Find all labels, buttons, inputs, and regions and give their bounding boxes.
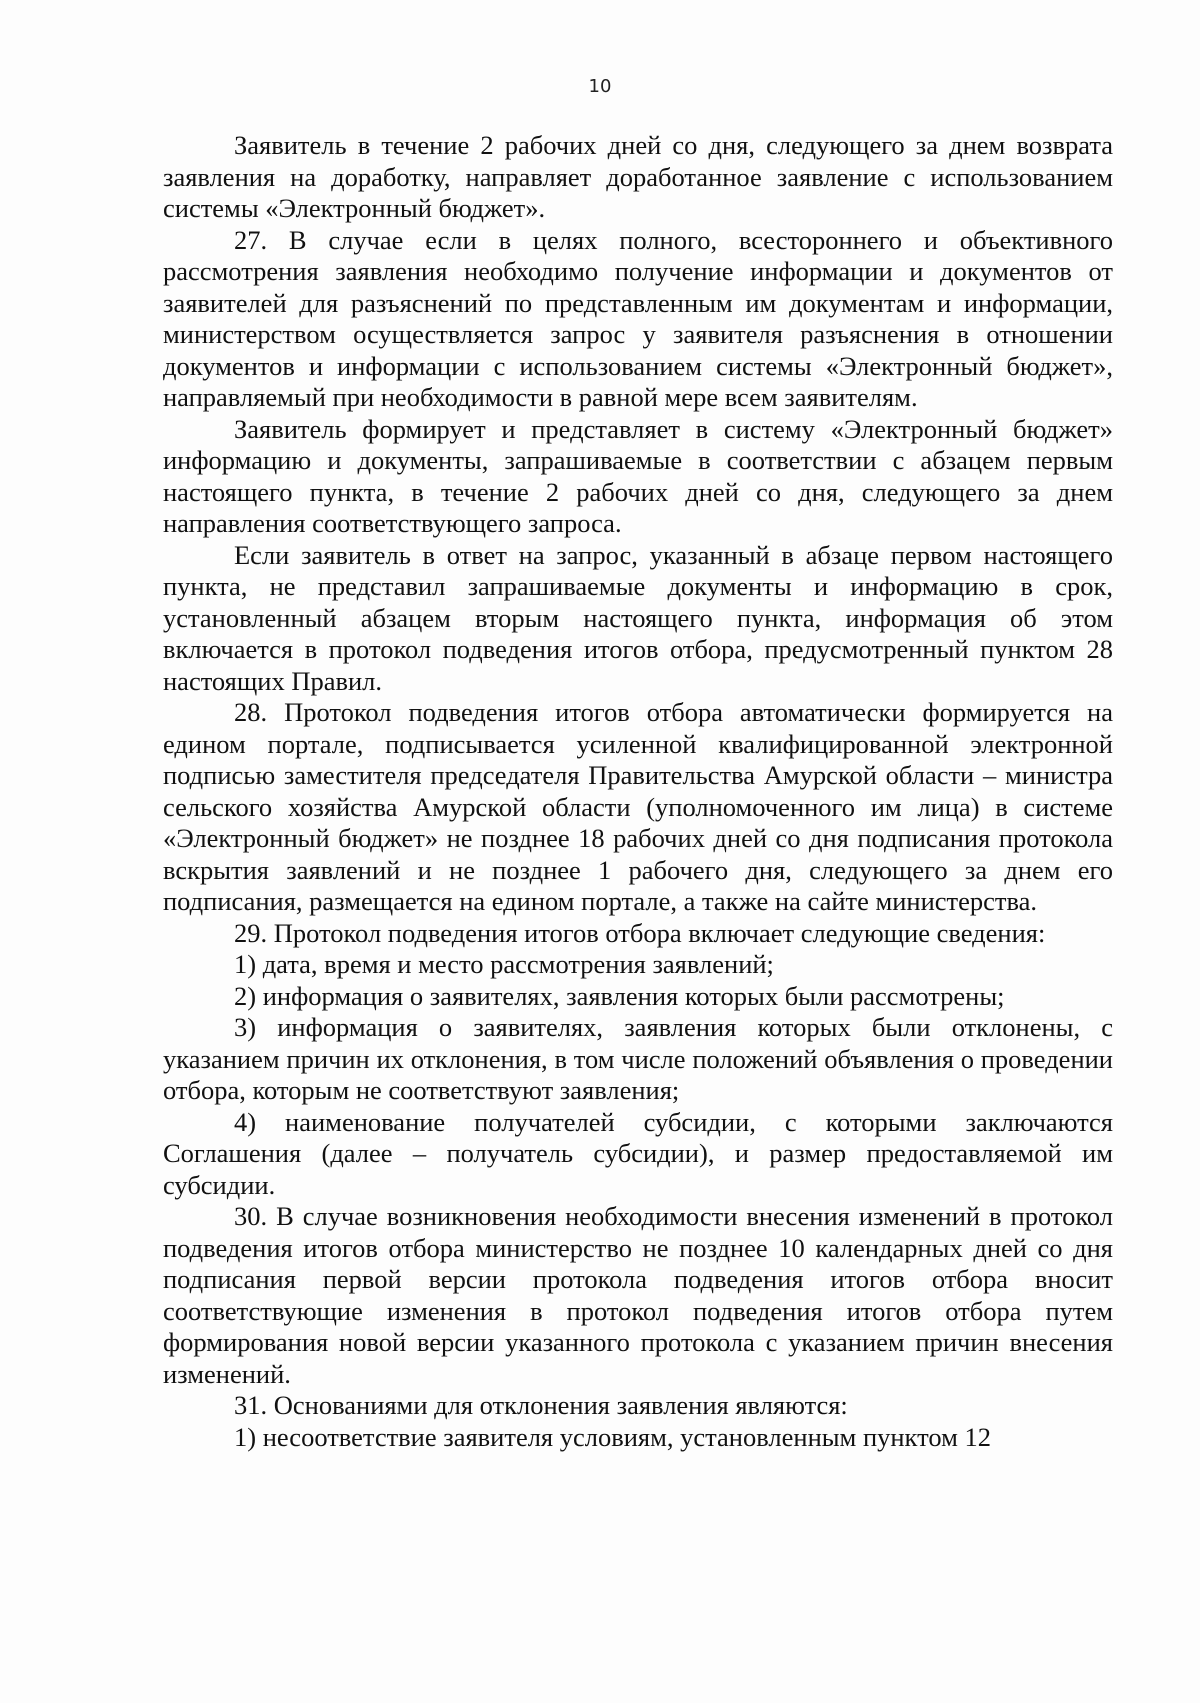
paragraph: 28. Протокол подведения итогов отбора автоматически формируется на едином портале, подписывается усиленной квалифицированной электронной подписью заместителя председателя Правительства Амурской области – министра сельского хозяйства Амурской области (уполномоченного им лица) в системе «Электронный бюджет» не позднее 18 рабочих дней со дня подписания протокола вскрытия заявлений и не позднее 1 рабочего дня, следующего за днем его подписания, размещается на едином портале, а также на сайте министерства. bbox=[163, 697, 1113, 916]
paragraph: 4) наименование получателей субсидии, с которыми заключаются Соглашения (далее – получатель субсидии), и размер предоставляемой им субсидии. bbox=[163, 1106, 1113, 1200]
paragraph: 2) информация о заявителях, заявления которых были рассмотрены; bbox=[234, 980, 1005, 1011]
paragraph: 1) дата, время и место рассмотрения заявлений; bbox=[234, 949, 774, 979]
page-number: 10 bbox=[588, 76, 612, 97]
paragraph: 29. Протокол подведения итогов отбора включает следующие сведения: bbox=[234, 917, 1046, 948]
paragraph: 1) несоответствие заявителя условиям, установленным пунктом 12 bbox=[234, 1421, 991, 1452]
document-body bbox=[163, 130, 1113, 1453]
paragraph: 27. В случае если в целях полного, всестороннего и объективного рассмотрения заявления необходимо получение информации и документов от заявителей для разъяснений по представленным им документам и информации, министерством осуществляется запрос у заявителя разъяснения в отношении документов и информации с использованием системы «Электронный бюджет», направляемый при необходимости в равной мере всем заявителям. bbox=[163, 224, 1113, 412]
paragraph: 31. Основаниями для отклонения заявления являются: bbox=[234, 1390, 848, 1420]
paragraph: 3) информация о заявителях, заявления которых были отклонены, с указанием причин их отклонения, в том числе положений объявления о проведении отбора, которым не соответствуют заявления; bbox=[163, 1012, 1113, 1105]
paragraph: Если заявитель в ответ на запрос, указанный в абзаце первом настоящего пункта, не представил запрашиваемые документы и информацию в срок, установленный абзацем вторым настоящего пункта, информация об этом включается в протокол подведения итогов отбора, предусмотренный пунктом 28 настоящих Правил. bbox=[163, 539, 1113, 696]
paragraph: Заявитель формирует и представляет в систему «Электронный бюджет» информацию и документы, запрашиваемые в соответствии с абзацем первым настоящего пункта, в течение 2 рабочих дней со дня, следующего за днем направления соответствующего запроса. bbox=[163, 413, 1113, 538]
paragraph: 30. В случае возникновения необходимости внесения изменений в протокол подведения итогов отбора министерство не позднее 10 календарных дней со дня подписания первой версии протокола подведения итогов отбора вносит соответствующие изменения в протокол подведения итогов отбора путем формирования новой версии указанного протокола с указанием причин внесения изменений. bbox=[163, 1201, 1113, 1389]
paragraph: Заявитель в течение 2 рабочих дней со дня, следующего за днем возврата заявления на доработку, направляет доработанное заявление с использованием системы «Электронный бюджет». bbox=[163, 130, 1113, 223]
